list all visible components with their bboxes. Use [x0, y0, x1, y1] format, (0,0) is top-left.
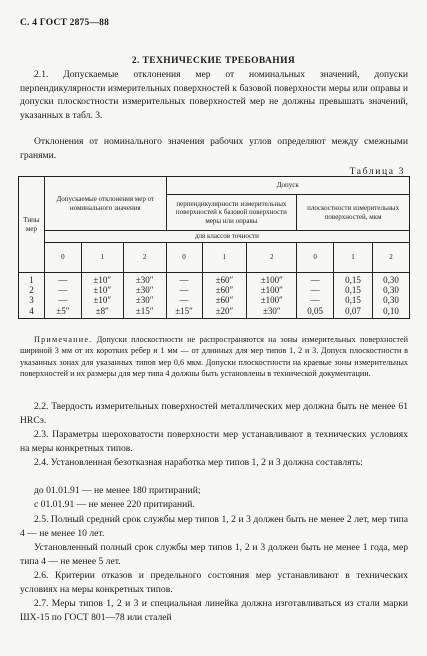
header-tolerance: Допуск	[166, 177, 409, 195]
cell-value: —	[310, 285, 320, 296]
section-title: 2. ТЕХНИЧЕСКИЕ ТРЕБОВАНИЯ	[131, 56, 296, 66]
class-header: 1	[202, 243, 247, 273]
table-header-row-1	[19, 177, 410, 195]
paragraph-full-life: Установленный полный срок службы мер типов 1, 2 и 3 должен быть не менее 1 года, мер типа 4 — не менее 5 лет.	[20, 542, 408, 567]
cell-value: ±15″	[175, 305, 193, 316]
deviation-class-0-cell	[44, 273, 81, 319]
paragraph-2-4: 2.4. Установленная безотказная наработка мер типов 1, 2 и 3 должна составлять:	[34, 457, 363, 468]
cell-value: 0,15	[345, 285, 361, 296]
cell-value: ±8″	[95, 305, 109, 316]
paragraph-2-3: 2.3. Параметры шероховатости поверхности мер устанавливают в технических условиях на меры конкретных типов.	[20, 429, 408, 454]
cell-value: ±30″	[135, 285, 154, 296]
table-label: Таблица 3	[349, 166, 405, 177]
cell-value: ±20″	[215, 305, 234, 316]
table-note	[20, 334, 408, 380]
cell-value: —	[310, 295, 320, 306]
page-header: С. 4 ГОСТ 2875—88	[20, 18, 110, 28]
class-header: 2	[247, 243, 297, 273]
header-perpendicularity: перпендикулярности измерительных поверхностей к базовой поверхности меры или оправы	[166, 195, 297, 231]
cell-value: 0,30	[383, 295, 399, 306]
cell-value: 0,07	[345, 305, 361, 316]
cell-value: —	[179, 275, 189, 285]
perp-class-0-cell	[166, 273, 202, 319]
paragraph-angles: Отклонения от номинального значения рабочих углов определяют между смежными гранями.	[20, 136, 408, 161]
cell-value: ±30″	[135, 275, 154, 285]
cell-value: —	[58, 295, 68, 306]
type-value: 1	[29, 275, 34, 285]
line-after-1991: с 01.01.91 — не менее 220 притираний.	[34, 499, 195, 510]
cell-value: 0,15	[345, 275, 361, 285]
tolerance-table	[18, 176, 410, 319]
types-cell	[19, 273, 45, 319]
cell-value: ±60″	[215, 285, 234, 296]
note-label: Примечание.	[34, 335, 93, 344]
class-header: 0	[297, 243, 334, 273]
table-class-row	[19, 243, 410, 273]
cell-value: 0,05	[307, 305, 324, 316]
cell-value: —	[58, 285, 68, 296]
cell-value: ±60″	[215, 295, 234, 306]
cell-value: ±30″	[135, 295, 154, 306]
cell-value: ±10″	[93, 295, 112, 306]
cell-value: ±100″	[260, 275, 283, 285]
cell-value: —	[179, 295, 189, 306]
cell-value: ±10″	[93, 285, 112, 296]
cell-value: 0,10	[383, 305, 399, 316]
paragraph-2-2: 2.2. Твердость измерительных поверхностей металлических мер должна быть не менее 61 HRCэ.	[20, 401, 408, 426]
note-text: Допуски плоскостности не распространяются на зоны измерительных поверхностей шириной 3 мм от их коротких ребер и 1 мм — от длинных для мер типов 1, 2 и 3. Допуск плоскостности в указанных зонах для указанных типов мер 0,6 мкм. Допуски плоскостности на краевые зоны измерительных поверхностей и их размеры для мер типа 4 должны быть установлены в технической документации.	[20, 335, 408, 379]
table-data-row	[19, 273, 410, 319]
header-flatness: плоскостности измерительных поверхностей, мкм	[297, 195, 410, 231]
line-before-1991: до 01.01.91 — не менее 180 притираний;	[34, 485, 201, 496]
type-value: 4	[29, 305, 34, 316]
flat-class-1-cell	[334, 273, 373, 319]
cell-value: ±15″	[135, 305, 154, 316]
class-header: 1	[81, 243, 123, 273]
cell-value: —	[58, 275, 68, 285]
header-accuracy-classes: для классов точности	[44, 231, 409, 243]
deviation-class-1-cell	[81, 273, 123, 319]
type-value: 2	[29, 285, 34, 296]
flat-class-0-cell	[297, 273, 334, 319]
cell-value: ±60″	[215, 275, 234, 285]
cell-value: ±100″	[260, 285, 283, 296]
cell-value: ±5″	[56, 305, 70, 316]
cell-value: 0,30	[383, 285, 399, 296]
flat-class-2-cell	[373, 273, 410, 319]
table-header-row-3	[19, 231, 410, 243]
paragraph-2-7: 2.7. Меры типов 1, 2 и 3 и специальная линейка должна изготавливаться из стали марки ШХ-15 по ГОСТ 801—78 или сталей	[20, 598, 408, 623]
cell-value: ±10″	[93, 275, 112, 285]
cell-value: 0,15	[345, 295, 361, 306]
cell-value: —	[310, 275, 320, 285]
class-header: 1	[334, 243, 373, 273]
header-types: Типы мер	[19, 177, 45, 273]
cell-value: 0,30	[383, 275, 399, 285]
header-deviation: Допускаемые отклонения мер от номинального значения	[44, 177, 166, 231]
paragraph-2-5: 2.5. Полный средний срок службы мер типов 1, 2 и 3 должен быть не менее 2 лет, мер типа 4 — не менее 10 лет.	[20, 514, 408, 539]
class-header: 0	[166, 243, 202, 273]
deviation-class-2-cell	[123, 273, 166, 319]
cell-value: ±30″	[262, 305, 281, 316]
cell-value: —	[179, 285, 189, 296]
perp-class-1-cell	[202, 273, 247, 319]
type-value: 3	[29, 295, 34, 306]
class-header: 2	[373, 243, 410, 273]
paragraph-2-1: 2.1. Допускаемые отклонения мер от номинальных значений, допуски перпендикулярности измерительных поверхностей к базовой поверхности меры или оправы и допуски плоскостности измерительных поверхностей мер не должны превышать значений, указанных в табл. 3.	[20, 69, 408, 121]
perp-class-2-cell	[247, 273, 297, 319]
paragraph-2-6: 2.6. Критерии отказов и предельного состояния мер устанавливают в технических условиях на меры конкретных типов.	[20, 570, 408, 595]
cell-value: ±100″	[260, 295, 283, 306]
class-header: 0	[44, 243, 81, 273]
class-header: 2	[123, 243, 166, 273]
